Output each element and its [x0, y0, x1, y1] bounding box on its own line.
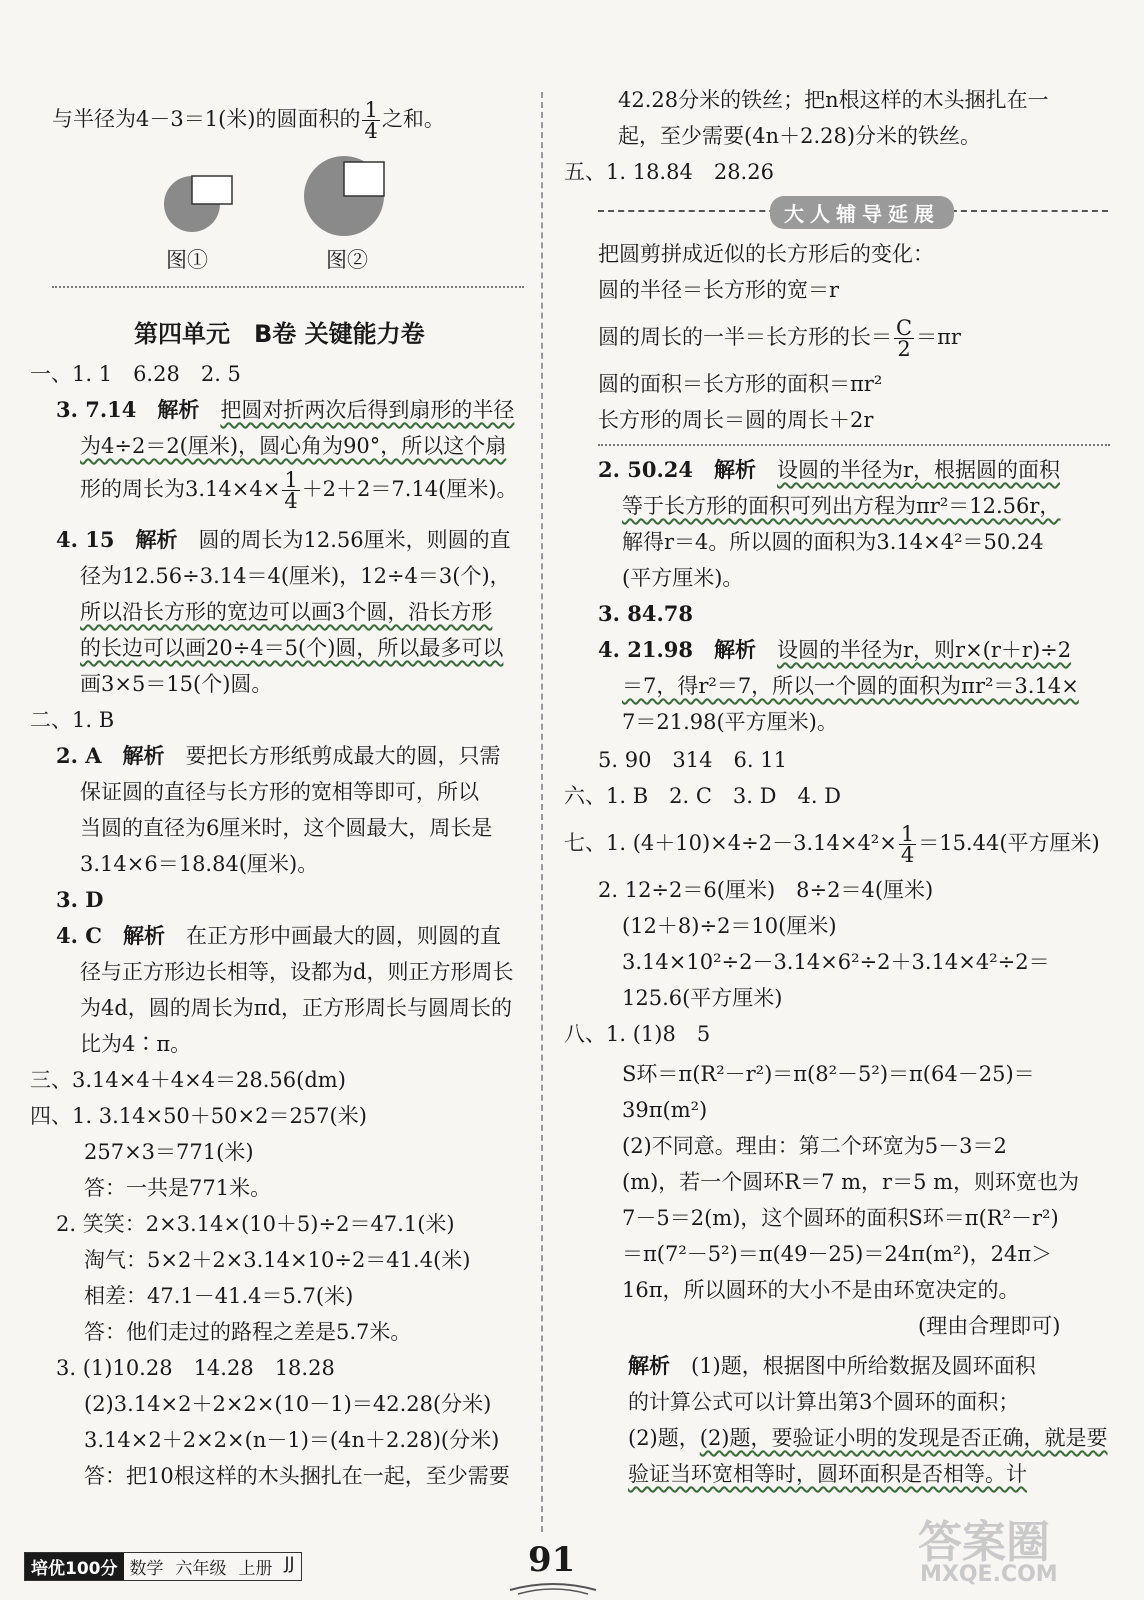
q3-line: 3. 84.78: [598, 601, 693, 626]
figure-2-label: 图②: [326, 248, 368, 272]
ext-line-4: 圆的面积＝长方形的面积＝πr²: [598, 372, 883, 396]
jiexi-label: 解析: [714, 458, 756, 482]
q4r-line-3: 7＝21.98(平方厘米)。: [622, 710, 838, 734]
s8-line-8: 16π，所以圆环的大小不是由环宽决定的。: [622, 1278, 1020, 1302]
s4q2-line-2: 淘气：5×2＋2×3.14×10÷2＝41.4(米): [84, 1248, 471, 1272]
s2q2-line-2: 保证圆的直径与长方形的宽相等即可，所以: [80, 780, 479, 804]
q56-line: 5. 90 314 6. 11: [598, 748, 787, 772]
q4r-line-1: 4. 21.98 解析 设圆的半径为r，则r×(r＋r)÷2: [598, 637, 1072, 662]
figure-1-label: 图①: [166, 248, 208, 272]
q2-line-4: (平方厘米)。: [622, 566, 744, 590]
s6-line: 六、1. B 2. C 3. D 4. D: [564, 784, 842, 808]
jiexi-label: 解析: [628, 1354, 670, 1378]
s2q3-line: 3. D: [56, 887, 104, 912]
s8-line-2: S环＝π(R²－r²)＝π(8²－5²)＝π(64－25)＝: [622, 1062, 1035, 1086]
s8-jiexi-line-3: (2)题，(2)题，要验证小明的发现是否正确，就是要: [628, 1426, 1108, 1450]
s4q3-line-1: 3. (1)10.28 14.28 18.28: [56, 1356, 335, 1380]
q4-line-2: 径为12.56÷3.14＝4(厘米)，12÷4＝3(个)，: [80, 564, 511, 588]
s8-line-4: (2)不同意。理由：第二个环宽为5－3＝2: [622, 1134, 1007, 1158]
fraction-quarter: $\frac{1}{4}$: [900, 822, 915, 867]
extension-banner: 大人辅导延展: [770, 196, 954, 229]
s2q2-line-1: 2. A 解析 要把长方形纸剪成最大的圆，只需: [56, 743, 501, 768]
s7q2-line-3: 3.14×10²÷2－3.14×6²÷2＋3.14×4²÷2＝: [622, 950, 1050, 974]
q2-line-1: 2. 50.24 解析 设圆的半径为r，根据圆的面积: [598, 457, 1061, 482]
fraction-quarter: $\frac{1}{4}$: [364, 98, 378, 143]
q4-line-4: 的长边可以画20÷4＝5(个)圆，所以最多可以: [80, 636, 504, 660]
edition-label: JJ: [284, 1554, 295, 1574]
s4-line-2: 257×3＝771(米): [84, 1140, 254, 1164]
s4-line-1: 四、1. 3.14×50＋50×2＝257(米): [30, 1104, 367, 1128]
r-line-2: 起，至少需要(4n＋2.28)分米的铁丝。: [618, 124, 982, 148]
s7-line-1: 七、1. (4＋10)×4÷2－3.14×4²× $\frac{1}{4}$ ＝15.44(平方厘米): [564, 822, 1100, 867]
s8-jiexi-line-4: 验证当环宽相等时，圆环面积是否相等。计: [628, 1462, 1027, 1486]
q4r-line-2: ＝7，得r²＝7，所以一个圆的面积为πr²＝3.14×: [622, 674, 1079, 698]
footer-book-tag: [24, 1552, 302, 1581]
s8-line-1: 八、1. (1)8 5: [564, 1022, 711, 1046]
s2q4-line-4: 比为4∶π。: [80, 1032, 192, 1056]
q2-line-3: 解得r＝4。所以圆的面积为3.14×4²＝50.24: [622, 530, 1044, 554]
q4-line-3: 所以沿长方形的宽边可以画3个圆，沿长方形: [80, 600, 493, 624]
grade-label: 六年级: [175, 1559, 227, 1579]
s8-line-6: 7－5＝2(m)，这个圆环的面积S环＝π(R²－r²): [622, 1206, 1059, 1230]
s2-line-1: 二、1. B: [30, 708, 115, 732]
section-divider: [52, 286, 524, 288]
s1-line: 一、1. 1 6.28 2. 5: [30, 362, 241, 386]
column-divider: [541, 92, 543, 1532]
q4-line-1: 4. 15 解析 圆的周长为12.56厘米，则圆的直: [56, 527, 511, 552]
s5-line: 五、1. 18.84 28.26: [564, 160, 774, 184]
section-title: 第四单元 B卷 关键能力卷: [134, 320, 425, 348]
ext-divider: [598, 444, 1110, 446]
s7q2-line-2: (12＋8)÷2＝10(厘米): [622, 914, 837, 938]
brand-label: 培优100分: [25, 1553, 124, 1580]
s4q3-line-2: (2)3.14×2＋2×2×(10－1)＝42.28(分米): [84, 1392, 492, 1416]
r-line-1: 42.28分米的铁丝；把n根这样的木头捆扎在一: [618, 88, 1049, 112]
jiexi-label: 解析: [157, 398, 200, 422]
s4-line-3: 答：一共是771米。: [84, 1176, 272, 1200]
q4-line-5: 画3×5＝15(个)圆。: [80, 672, 273, 696]
subject-label: 数学: [129, 1559, 164, 1579]
fraction-c-over-2: $\frac{C}{2}$: [896, 316, 913, 361]
volume-label: 上册: [238, 1559, 273, 1579]
page-number-swoosh: [508, 1580, 598, 1596]
s4q2-line-1: 2. 笑笑：2×3.14×(10＋5)÷2＝47.1(米): [56, 1212, 455, 1236]
q2-line-2: 等于长方形的面积可列出方程为πr²＝12.56r，: [622, 494, 1061, 518]
q3-line-2: 为4÷2＝2(厘米)，圆心角为90°，所以这个扇: [80, 434, 507, 458]
ext-line-2: 圆的半径＝长方形的宽＝r: [598, 278, 840, 302]
s3-line: 三、3.14×4＋4×4＝28.56(dm): [30, 1068, 346, 1092]
s4q2-line-3: 相差：47.1－41.4＝5.7(米): [84, 1284, 354, 1308]
ext-line-3: 圆的周长的一半＝长方形的长＝ $\frac{C}{2}$ ＝πr: [598, 316, 961, 361]
s4q3-line-3: 3.14×2＋2×2×(n－1)＝(4n＋2.28)(分米): [84, 1428, 500, 1452]
watermark-logo: 答案圈: [918, 1517, 1050, 1568]
jiexi-label: 解析: [122, 924, 165, 948]
s4q2-line-4: 答：他们走过的路程之差是5.7米。: [84, 1320, 412, 1344]
jiexi-label: 解析: [714, 638, 756, 662]
top-line-text: 与半径为4－3＝1(米)的圆面积的: [52, 107, 361, 131]
s8-line-3: 39π(m²): [622, 1098, 708, 1122]
s2q4-line-2: 径与正方形边长相等，设都为d，则正方形周长: [80, 960, 514, 984]
top-line: 与半径为4－3＝1(米)的圆面积的 $\frac{1}{4}$ 之和。: [52, 98, 445, 143]
s8-jiexi-line-1: 解析 (1)题，根据图中所给数据及圆环面积: [628, 1354, 1036, 1378]
s8-jiexi-line-2: 的计算公式可以计算出第3个圆环的面积；: [628, 1390, 1020, 1414]
s8-line-9: (理由合理即可): [918, 1314, 1061, 1338]
s8-line-7: ＝π(7²－5²)＝π(49－25)＝24π(m²)，24π＞: [622, 1242, 1053, 1266]
q3-line-1: 3. 7.14 解析 把圆对折两次后得到扇形的半径: [56, 397, 515, 422]
figure-2: [300, 152, 400, 242]
s2q4-line-1: 4. C 解析 在正方形中画最大的圆，则圆的直: [56, 923, 501, 948]
figure-1: [158, 170, 238, 238]
s2q2-line-3: 当圆的直径为6厘米时，这个圆最大，周长是: [80, 816, 493, 840]
s7q2-line-1: 2. 12÷2＝6(厘米) 8÷2＝4(厘米): [598, 878, 934, 902]
s7q2-line-4: 125.6(平方厘米): [622, 986, 783, 1010]
fraction-quarter: $\frac{1}{4}$: [284, 468, 298, 513]
jiexi-label: 解析: [135, 528, 178, 552]
s2q4-line-3: 为4d，圆的周长为πd，正方形周长与圆周长的: [80, 996, 513, 1020]
q3-line-3: 形的周长为3.14×4× $\frac{1}{4}$ ＋2＋2＝7.14(厘米)。: [80, 468, 518, 513]
page-number: 91: [528, 1540, 576, 1580]
jiexi-label: 解析: [122, 744, 165, 768]
s4q3-line-4: 答：把10根这样的木头捆扎在一起，至少需要: [84, 1464, 510, 1488]
s8-line-5: (m)，若一个圆环R＝7 m，r＝5 m，则环宽也为: [622, 1170, 1080, 1194]
ext-line-1: 把圆剪拼成近似的长方形后的变化：: [598, 242, 934, 266]
watermark-url: MXQE.COM: [920, 1562, 1058, 1587]
s2q2-line-4: 3.14×6＝18.84(厘米)。: [80, 852, 319, 876]
ext-line-5: 长方形的周长＝圆的周长＋2r: [598, 408, 874, 432]
